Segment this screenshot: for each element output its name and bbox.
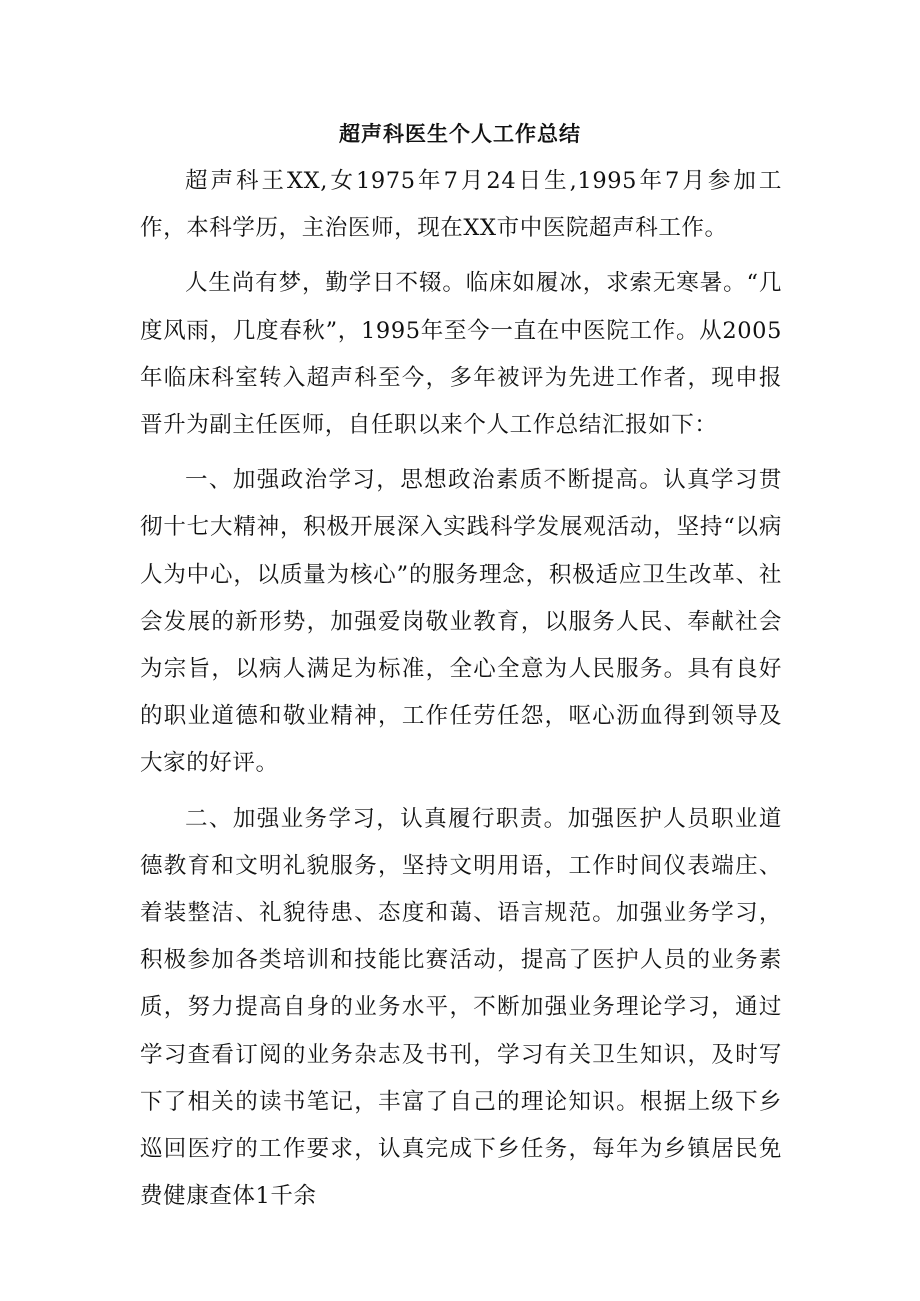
paragraph-personal-info: 超声科王XX,女1975年7月24日生,1995年7月参加工作，本科学历，主治医师，现在XX市中医院超声科工作。 <box>140 168 782 242</box>
paragraph-professional-study: 二、加强业务学习，认真履行职责。加强医护人员职业道德教育和文明礼貌服务，坚持文明用语，工作时间仪表端庄、着装整洁、礼貌待患、态度和蔼、语言规范。加强业务学习，积极参加各类培训和技能比赛活动，提高了医护人员的业务素质，努力提高自身的业务水平，不断加强业务理论学习，通过学习查看订阅的业务杂志及书刊，学习有关卫生知识，及时写下了相关的读书笔记，丰富了自己的理论知识。根据上级下乡巡回医疗的工作要求，认真完成下乡任务，每年为乡镇居民免费健康查体1千余 <box>140 805 782 1210</box>
document-title: 超声科医生个人工作总结 <box>339 121 581 146</box>
paragraph-political-study: 一、加强政治学习，思想政治素质不断提高。认真学习贯彻十七大精神，积极开展深入实践科学发展观活动，坚持“以病人为中心，以质量为核心”的服务理念，积极适应卫生改革、社会发展的新形势，加强爱岗敬业教育，以服务人民、奉献社会为宗旨，以病人满足为标准，全心全意为人民服务。具有良好的职业道德和敬业精神，工作任劳任怨，呕心沥血得到领导及大家的好评。 <box>140 467 782 777</box>
document-body <box>140 158 782 1220</box>
paragraph-introduction: 人生尚有梦，勤学日不辍。临床如履冰，求索无寒暑。“几度风雨，几度春秋”，1995年至今一直在中医院工作。从2005年临床科室转入超声科至今，多年被评为先进工作者，现申报晋升为副主任医师，自任职以来个人工作总结汇报如下： <box>140 270 782 439</box>
